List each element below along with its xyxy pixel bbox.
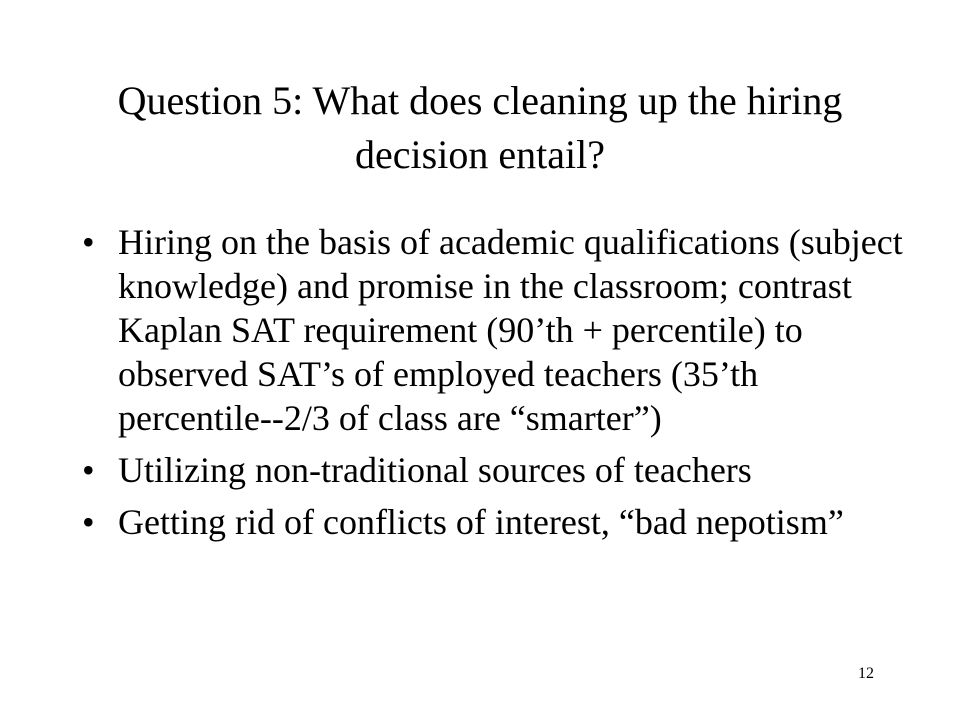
- bullet-list: [82, 220, 912, 552]
- bullet-text: Utilizing non-traditional sources of teachers: [118, 450, 752, 490]
- bullet-text: Hiring on the basis of academic qualifications (subject knowledge) and promise in the classroom; contrast Kaplan SAT requirement (90’th + percentile) to observed SAT’s of employed teachers (35’th percentile--2/3 of class are “smarter”): [118, 222, 903, 438]
- bullet-item: [82, 448, 912, 492]
- bullet-item: [82, 500, 912, 544]
- slide-title: Question 5: What does cleaning up the hiring decision entail?: [117, 78, 843, 177]
- bullet-dot-icon: •: [82, 222, 95, 262]
- page-number: 12: [858, 665, 874, 682]
- bullet-dot-icon: •: [82, 450, 95, 490]
- bullet-dot-icon: •: [82, 502, 95, 542]
- bullet-item: [82, 220, 912, 440]
- bullet-text: Getting rid of conflicts of interest, “bad nepotism”: [118, 502, 844, 542]
